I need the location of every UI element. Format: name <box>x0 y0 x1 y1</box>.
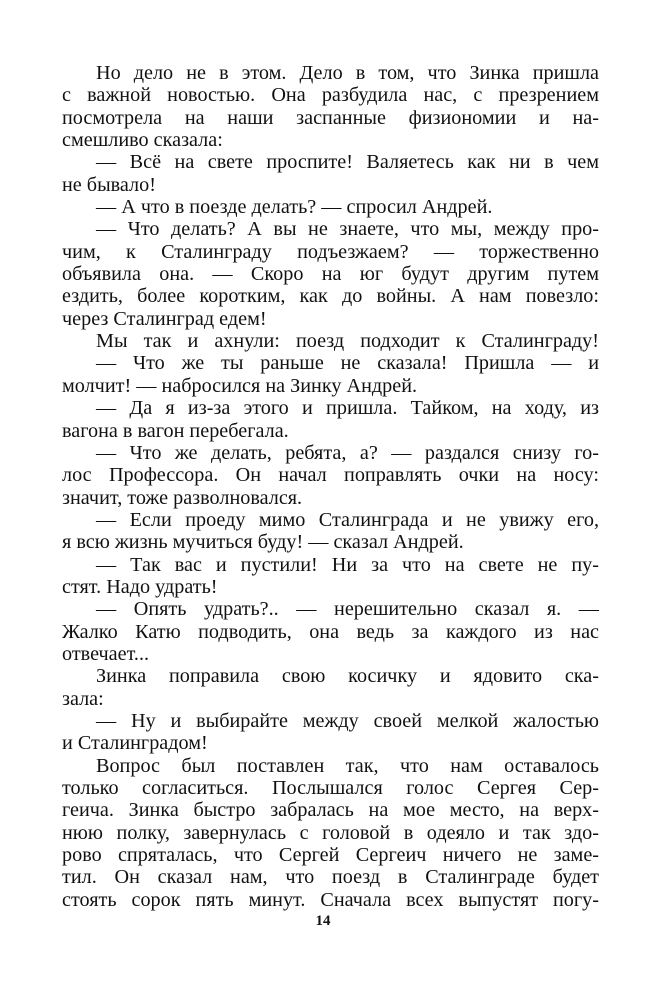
text-line: через Сталинград едем! <box>62 307 267 330</box>
text-line: — Ну и выбирайте между своей мелкой жалостью <box>96 709 599 732</box>
text-line: ездить, более коротким, как до войны. А нам повезло: <box>62 285 599 308</box>
text-line: геича. Зинка быстро забралась на мое место, на верх- <box>62 799 599 822</box>
text-line: стят. Надо удрать! <box>62 575 218 598</box>
text-line: — Опять удрать?.. — нерешительно сказал я. — <box>96 598 599 621</box>
page-number: 14 <box>315 913 331 929</box>
page-body <box>62 62 599 911</box>
text-line: стоять сорок пять минут. Сначала всех выпустят погу- <box>62 888 599 911</box>
text-line: молчит! — набросился на Зинку Андрей. <box>62 374 418 397</box>
text-line: объявила она. — Скоро на юг будут другим путем <box>62 263 599 286</box>
text-line: только согласиться. Послышался голос Сергея Сер- <box>62 777 599 799</box>
text-line: — Всё на свете проспите! Валяетесь как ни в чем <box>96 151 599 174</box>
text-line: — Так вас и пустили! Ни за что на свете не пу- <box>96 553 599 576</box>
text-line: и Сталинградом! <box>62 732 208 755</box>
text-line: — Да я из-за этого и пришла. Тайком, на ходу, из <box>96 397 599 420</box>
text-line: отвечает... <box>62 642 150 665</box>
text-line: чим, к Сталинграду подъезжаем? — торжественно <box>62 240 599 263</box>
text-line: лос Профессора. Он начал поправлять очки на носу: <box>62 464 599 487</box>
text-line: не бывало! <box>62 173 156 196</box>
text-line: посмотрела на наши заспанные физиономии и на- <box>62 106 599 129</box>
text-line: с важной новостью. Она разбудила нас, с презрением <box>62 84 599 107</box>
text-line: Зинка поправила свою косичку и ядовито ска- <box>96 665 599 688</box>
text-line: Мы так и ахнули: поезд подходит к Сталинграду! <box>96 330 599 353</box>
text-line: — Что делать? А вы не знаете, что мы, между про- <box>96 218 599 241</box>
text-line: — А что в поезде делать? — спросил Андрей. <box>96 196 493 219</box>
text-line: нюю полку, завернулась с головой в одеяло и так здо- <box>62 821 599 844</box>
text-line: Жалко Катю подводить, она ведь за каждого из нас <box>62 620 599 643</box>
text-line: Вопрос был поставлен так, что нам оставалось <box>96 754 599 777</box>
text-line: тил. Он сказал нам, что поезд в Сталинграде будет <box>62 866 599 889</box>
text-line: вагона в вагон перебегала. <box>62 419 289 442</box>
text-line: смешливо сказала: <box>62 129 223 152</box>
text-line: я всю жизнь мучиться буду! — сказал Андрей. <box>62 531 464 554</box>
text-line: зала: <box>62 687 104 710</box>
text-line: рово спряталась, что Сергей Сергеич ничего не заме- <box>62 844 599 867</box>
text-line: — Если проеду мимо Сталинграда и не увижу его, <box>96 508 599 531</box>
text-line: — Что же делать, ребята, а? — раздался снизу го- <box>96 441 599 464</box>
text-line: — Что же ты раньше не сказала! Пришла — и <box>96 352 599 375</box>
text-line: Но дело не в этом. Дело в том, что Зинка пришла <box>96 62 599 84</box>
text-line: значит, тоже разволновался. <box>62 486 303 509</box>
